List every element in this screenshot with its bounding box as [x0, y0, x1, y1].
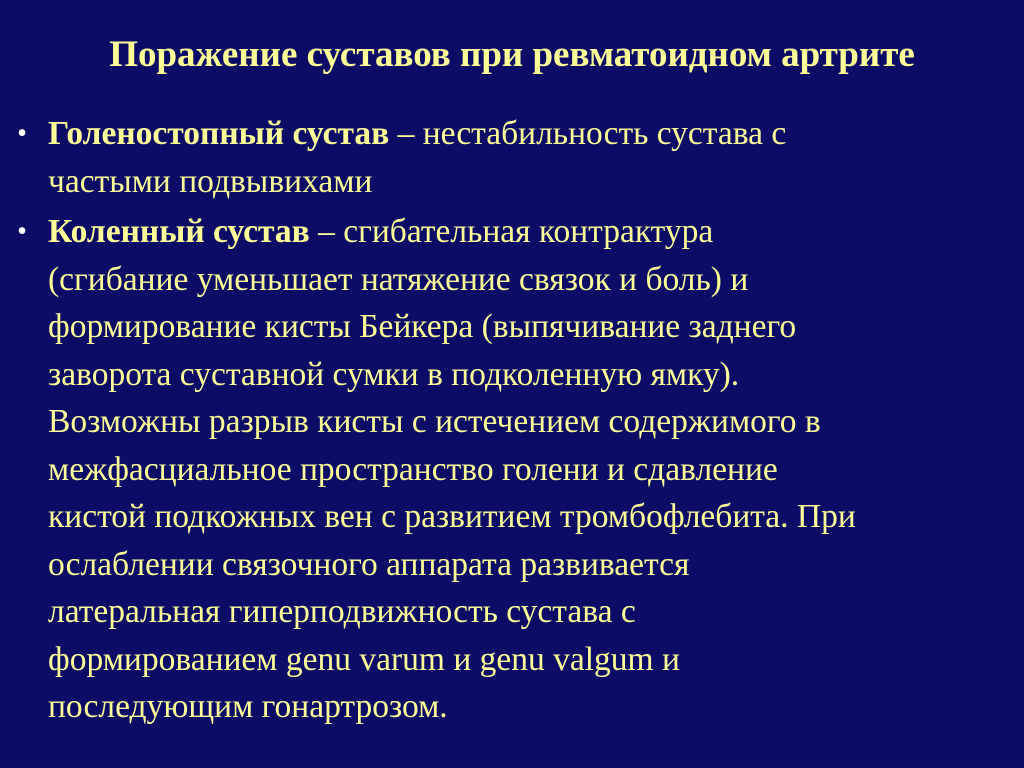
bullet-line: последующим гонартрозом.: [48, 688, 448, 725]
bullet-list: [10, 110, 1014, 734]
joint-term: Голеностопный сустав: [48, 115, 390, 152]
bullet-ankle-joint: [10, 110, 1014, 205]
slide-title: Поражение суставов при ревматоидном артрите: [109, 34, 915, 75]
bullet-line: формированием genu varum и genu valgum и: [48, 640, 680, 678]
joint-term: Коленный сустав: [48, 213, 310, 250]
bullet-knee-joint: [10, 208, 1014, 731]
bullet-dot-icon: •: [17, 216, 27, 247]
bullet-line: формирование кисты Бейкера (выпячивание заднего: [48, 308, 797, 345]
bullet-line: латеральная гиперподвижность сустава с: [48, 593, 636, 630]
bullet-line: Возможны разрыв кисты с истечением содержимого в: [48, 403, 821, 440]
bullet-line: ослаблении связочного аппарата развивается: [48, 545, 690, 583]
bullet-line: заворота суставной сумки в подколенную ямку).: [48, 355, 740, 393]
bullet-line: (сгибание уменьшает натяжение связок и боль) и: [48, 260, 749, 298]
joint-description: – нестабильность сустава с: [389, 115, 787, 152]
bullet-line: [48, 208, 1014, 256]
joint-description: – сгибательная контрактура: [309, 213, 714, 250]
bullet-line: частыми подвывихами: [48, 162, 373, 200]
bullet-line: межфасциальное пространство голени и сдавление: [48, 450, 778, 488]
bullet-line: кистой подкожных вен с развитием тромбофлебита. При: [48, 498, 856, 535]
bullet-line: [48, 110, 1014, 158]
bullet-dot-icon: •: [17, 118, 27, 149]
